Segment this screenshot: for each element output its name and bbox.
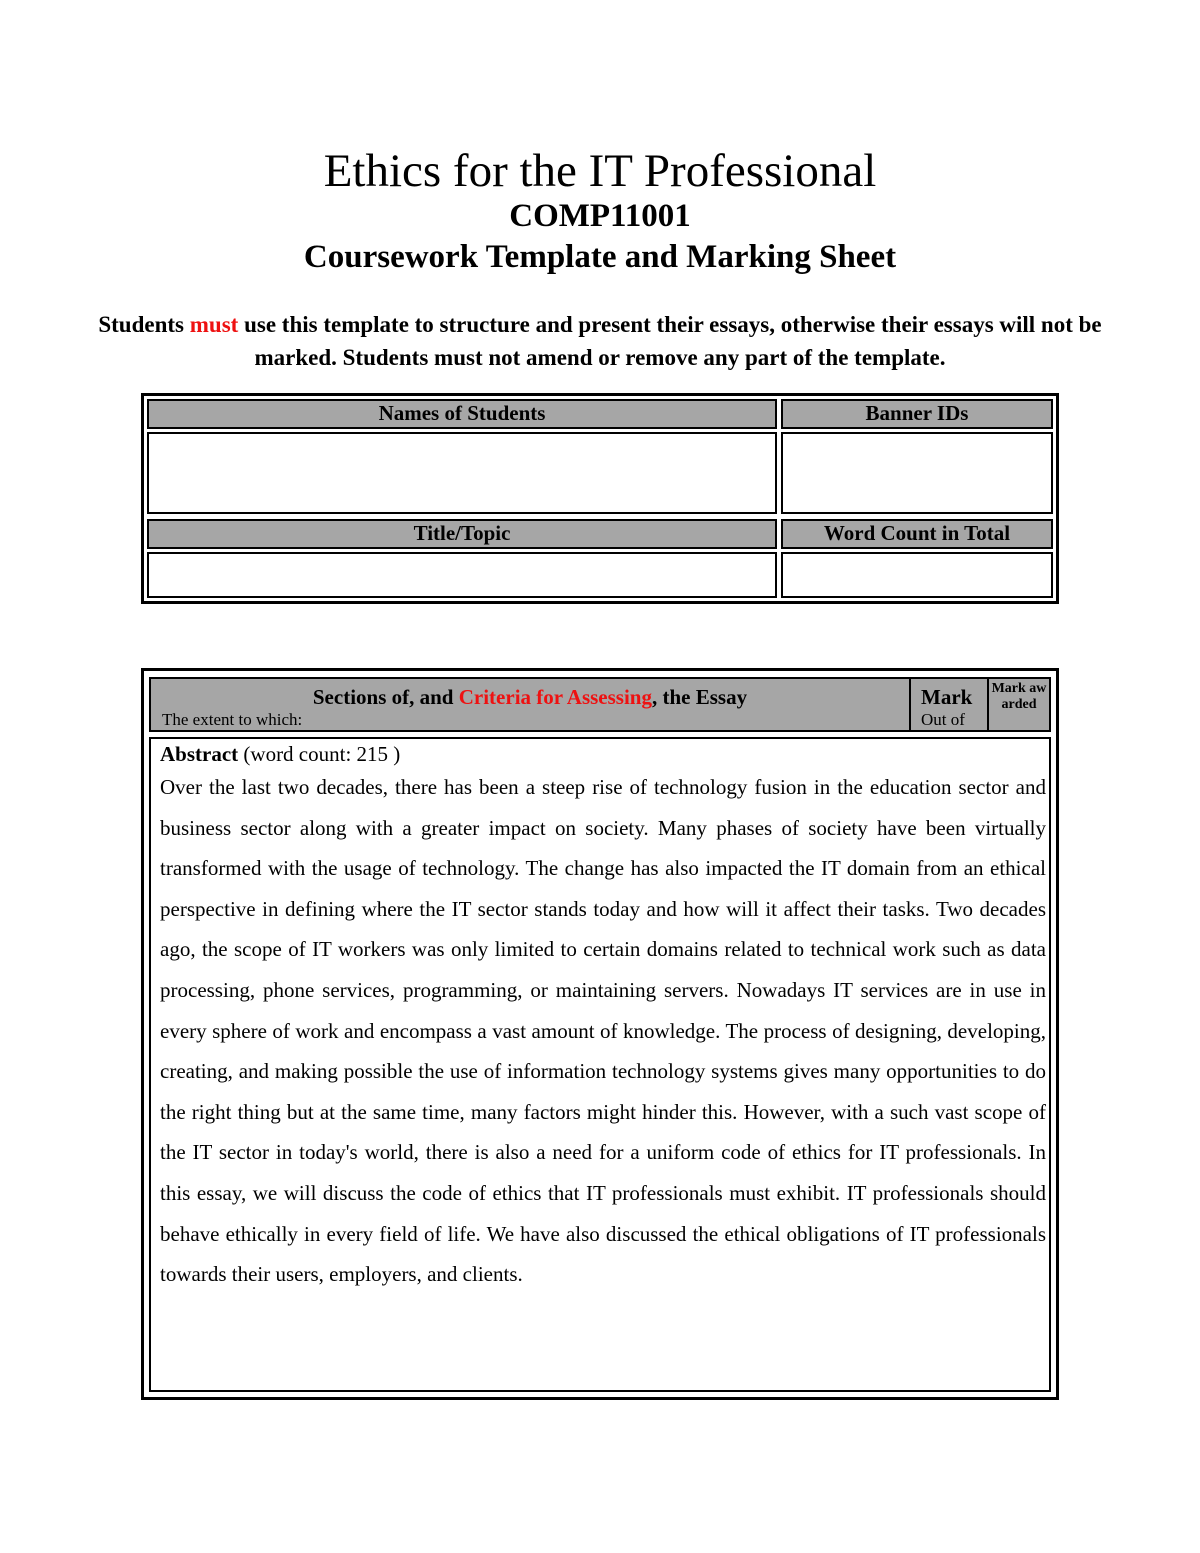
title-field[interactable] — [147, 552, 777, 598]
mark-awarded-header: Mark awarded — [987, 679, 1049, 730]
document-subtitle: Coursework Template and Marking Sheet — [303, 239, 897, 275]
wordcount-header: Word Count in Total — [781, 519, 1053, 549]
abstract-label: Abstract — [160, 742, 239, 766]
title-header: Title/Topic — [147, 519, 777, 549]
instructions — [60, 308, 1140, 374]
abstract-text: Over the last two decades, there has been a steep rise of technology fusion in the education sector and business sector along with a greater impact on society. Many phases of society have been virtually transformed with the usage of technology. The change has also impacted the IT domain from an ethical perspective in defining where the IT sector stands today and how will it affect their tasks. Two decades ago, the scope of IT workers was only limited to certain domains related to technical work such as data processing, phone services, programming, or maintaining servers. Nowadays IT services are in use in every sphere of work and encompass a vast amount of knowledge. The process of designing, developing, creating, and making possible the use of information technology systems gives many opportunities to do the right thing but at the same time, many factors might hinder this. However, with a such vast scope of the IT sector in today's world, there is also a need for a uniform code of ethics for IT professionals. In this essay, we will discuss the code of ethics that IT professionals must exhibit. IT professionals should behave ethically in every field of life. We have also discussed the ethical obligations of IT professionals towards their users, employers, and clients. — [160, 775, 1046, 1287]
document-title: Ethics for the IT Professional — [323, 145, 877, 197]
abstract-heading — [160, 741, 400, 767]
mark-column-header — [909, 679, 987, 730]
abstract-section[interactable] — [149, 737, 1051, 1392]
sections-heading-emphasis: Criteria for Assessing — [458, 685, 652, 709]
instructions-part1: Students — [98, 312, 190, 337]
course-code: COMP11001 — [509, 198, 691, 234]
student-info-table — [141, 393, 1059, 604]
abstract-word-count: (word count: 215 ) — [238, 742, 401, 766]
assessment-header — [149, 677, 1051, 732]
sections-heading-part1: Sections of, and — [312, 685, 459, 709]
banner-header: Banner IDs — [781, 399, 1053, 429]
banner-field[interactable] — [781, 432, 1053, 514]
mark-out-of-label: Out of — [921, 710, 965, 729]
sections-heading — [151, 685, 909, 709]
sections-subheading: The extent to which: — [162, 710, 303, 729]
sections-heading-part2: , the Essay — [652, 685, 748, 709]
wordcount-field[interactable] — [781, 552, 1053, 598]
names-header: Names of Students — [147, 399, 777, 429]
assessment-table — [141, 668, 1059, 1400]
instructions-emphasis: must — [189, 312, 239, 337]
names-field[interactable] — [147, 432, 777, 514]
mark-label: Mark — [921, 685, 973, 709]
instructions-part2: use this template to structure and present their essays, otherwise their essays will not be marked. Students must not amend or remove any part of the template. — [238, 312, 1102, 370]
